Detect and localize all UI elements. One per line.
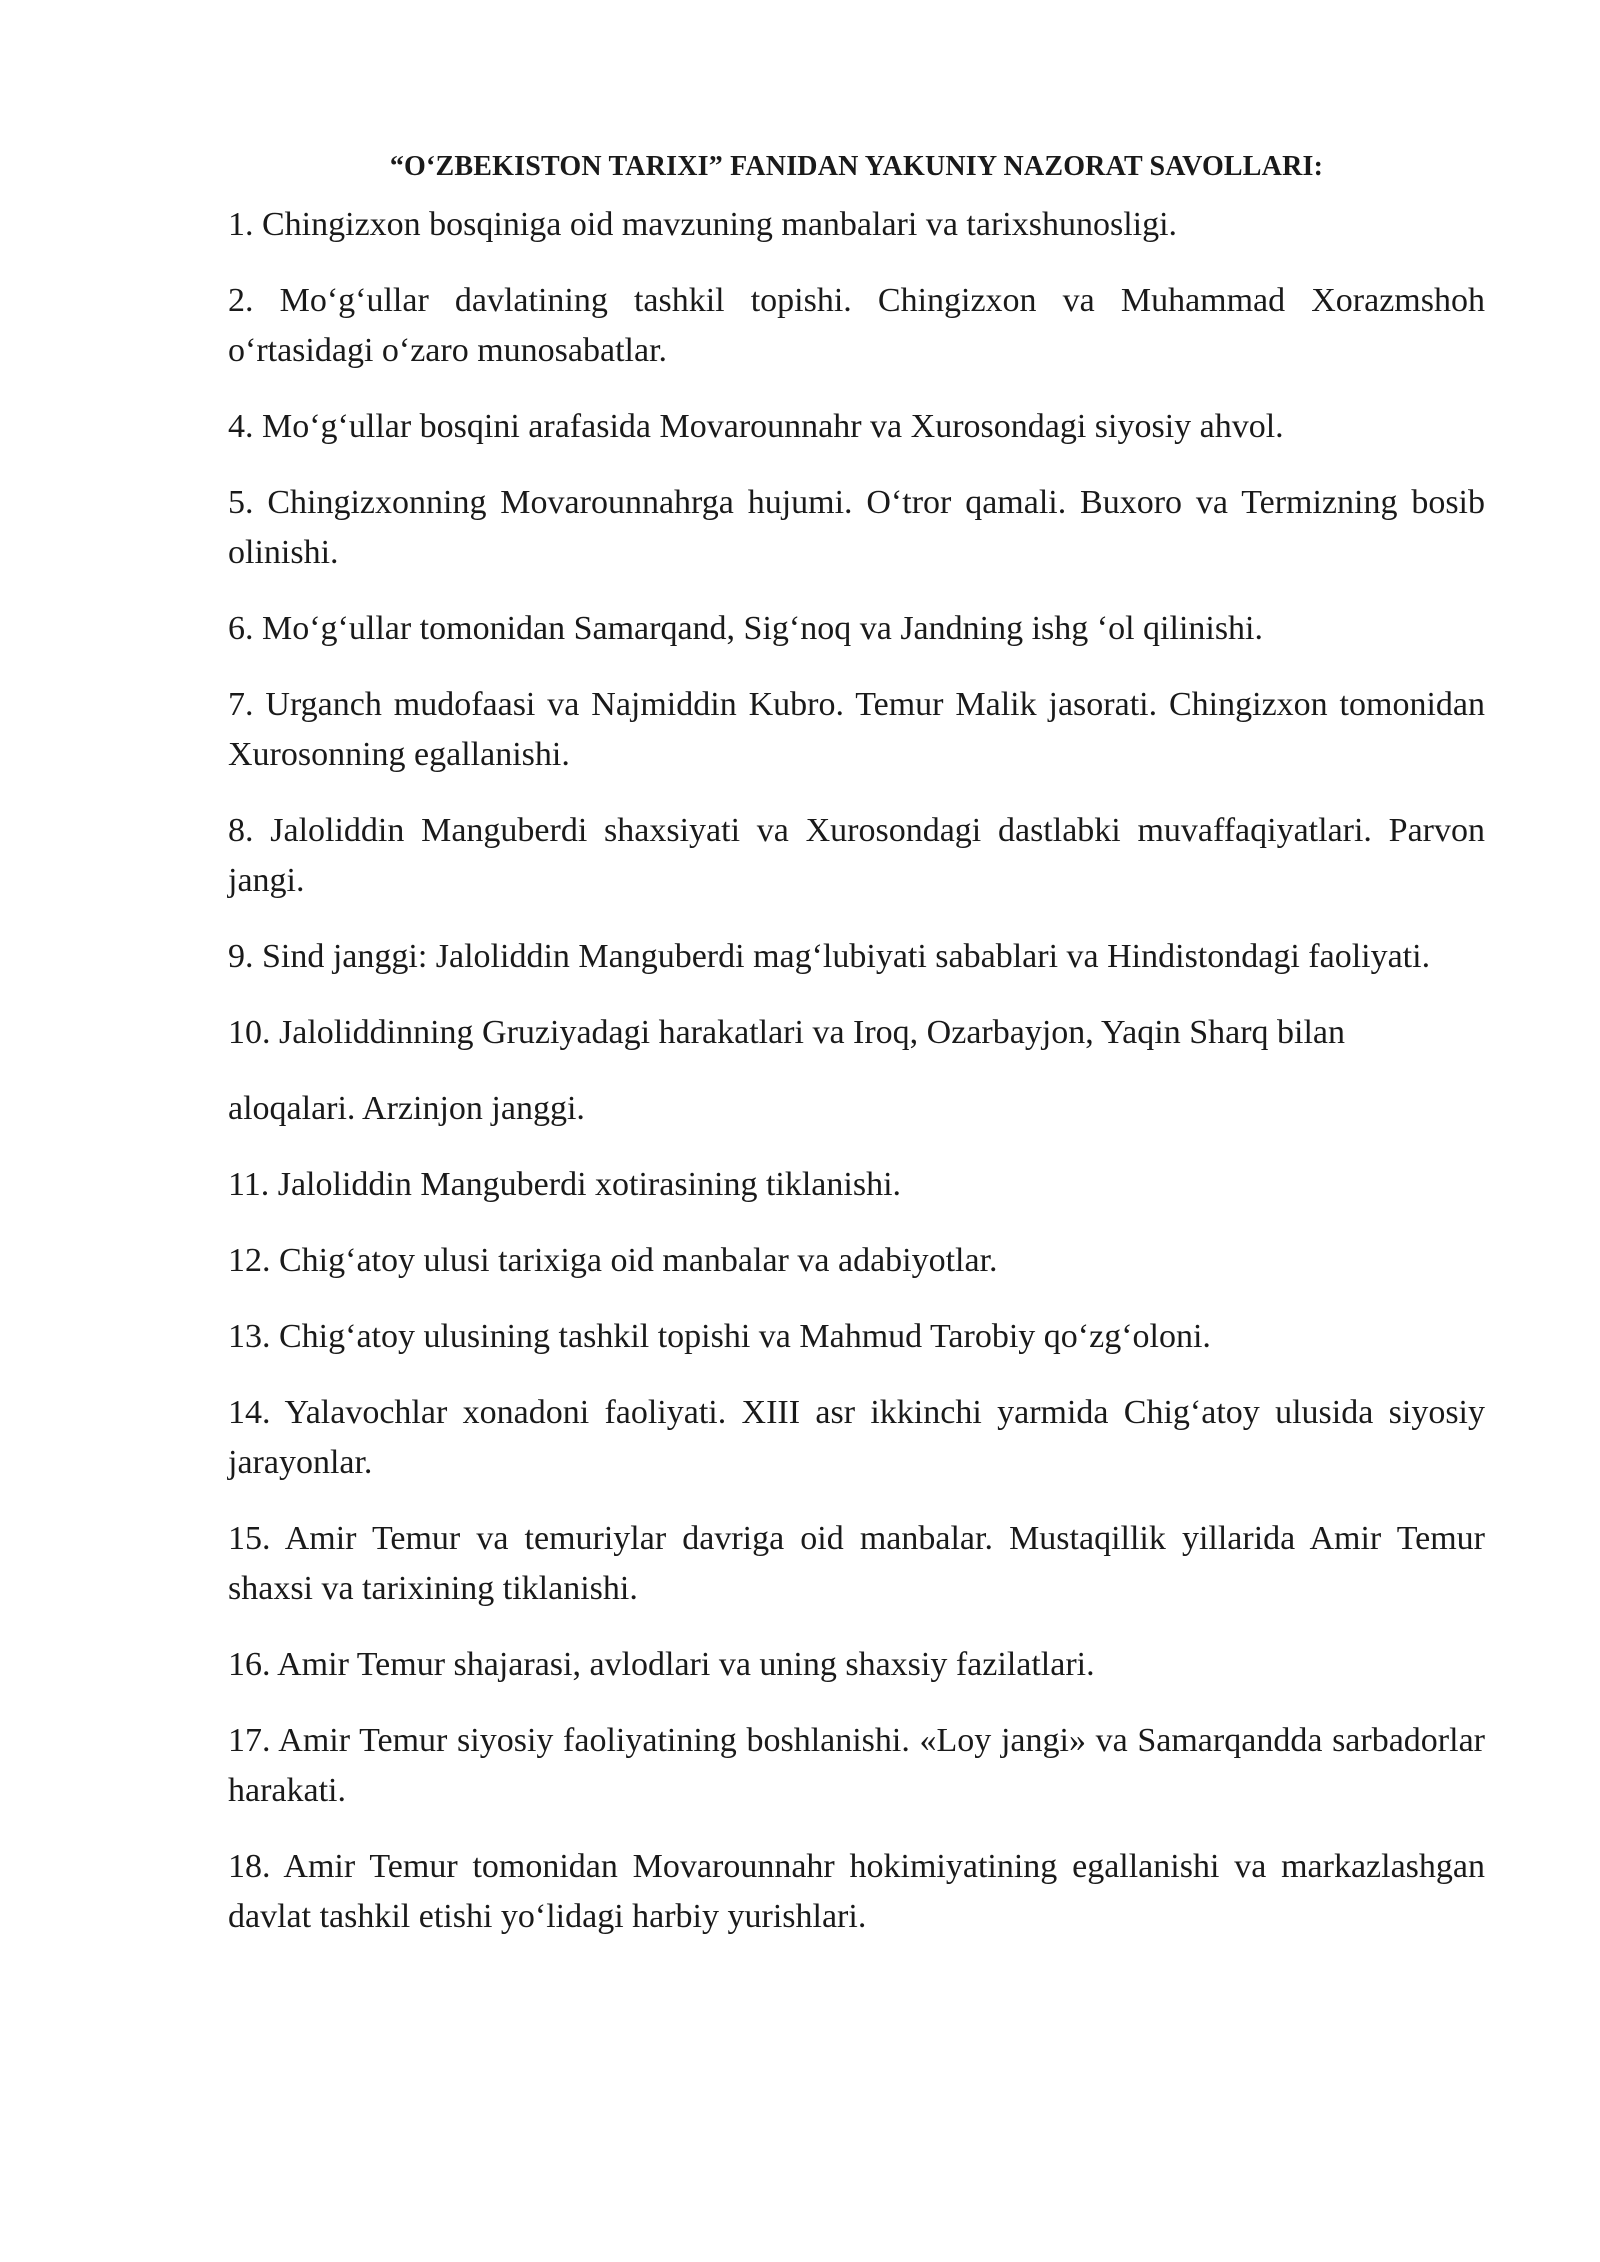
question-item: 15. Amir Temur va temuriylar davriga oid manbalar. Mustaqillik yillarida Amir Temur shaxsi va tarixining tiklanishi.: [228, 1520, 1485, 1607]
question-item: 17. Amir Temur siyosiy faoliyatining boshlanishi. «Loy jangi» va Samarqandda sarbadorlar harakati.: [228, 1722, 1485, 1809]
question-item: 2. Mo‘g‘ullar davlatining tashkil topishi. Chingizxon va Muhammad Xorazmshoh o‘rtasidagi o‘zaro munosabatlar.: [228, 282, 1485, 369]
question-item: 5. Chingizxonning Movarounnahrga hujumi. O‘tror qamali. Buxoro va Termizning bosib olinishi.: [228, 484, 1485, 571]
question-item: 18. Amir Temur tomonidan Movarounnahr hokimiyatining egallanishi va markazlashgan davlat tashkil etishi yo‘lidagi harbiy yurishlari.: [228, 1848, 1485, 1935]
question-item-continuation: aloqalari. Arzinjon janggi.: [228, 1090, 585, 1127]
question-item: 1. Chingizxon bosqiniga oid mavzuning manbalari va tarixshunosligi.: [228, 206, 1178, 243]
document-title: “O‘ZBEKISTON TARIXI” FANIDAN YAKUNIY NAZORAT SAVOLLARI:: [389, 151, 1324, 182]
question-item: 11. Jaloliddin Manguberdi xotirasining tiklanishi.: [228, 1166, 902, 1203]
question-item: 12. Chig‘atoy ulusi tarixiga oid manbalar va adabiyotlar.: [228, 1242, 998, 1279]
question-item: 14. Yalavochlar xonadoni faoliyati. XIII asr ikkinchi yarmida Chig‘atoy ulusida siyosiy jarayonlar.: [228, 1394, 1485, 1481]
question-item: 6. Mo‘g‘ullar tomonidan Samarqand, Sig‘noq va Jandning ishg ‘ol qilinishi.: [228, 610, 1264, 647]
document-page: [228, 148, 1485, 1968]
question-item: 16. Amir Temur shajarasi, avlodlari va uning shaxsiy fazilatlari.: [228, 1646, 1095, 1683]
question-item: 13. Chig‘atoy ulusining tashkil topishi va Mahmud Tarobiy qo‘zg‘oloni.: [228, 1318, 1211, 1355]
question-item: 8. Jaloliddin Manguberdi shaxsiyati va Xurosondagi dastlabki muvaffaqiyatlari. Parvon jangi.: [228, 812, 1485, 899]
question-item: 4. Mo‘g‘ullar bosqini arafasida Movarounnahr va Xurosondagi siyosiy ahvol.: [228, 408, 1284, 445]
question-item: 10. Jaloliddinning Gruziyadagi harakatlari va Iroq, Ozarbayjon, Yaqin Sharq bilan: [228, 1014, 1346, 1051]
question-item: 9. Sind janggi: Jaloliddin Manguberdi mag‘lubiyati sabablari va Hindistondagi faoliyati.: [228, 938, 1431, 975]
question-item: 7. Urganch mudofaasi va Najmiddin Kubro. Temur Malik jasorati. Chingizxon tomonidan Xurosonning egallanishi.: [228, 686, 1485, 773]
